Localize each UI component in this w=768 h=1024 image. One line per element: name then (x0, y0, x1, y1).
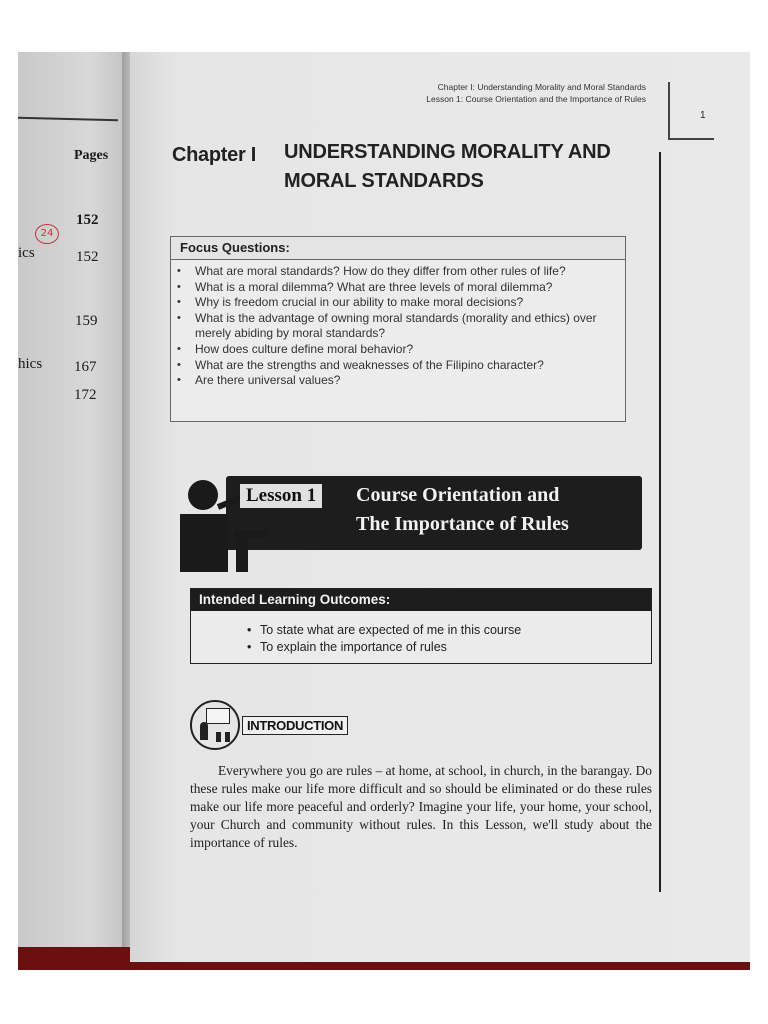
lesson-title-line: Course Orientation and (356, 484, 560, 506)
toc-page-number: 172 (74, 387, 97, 403)
chapter-title-line: UNDERSTANDING MORALITY AND (284, 141, 611, 163)
introduction-label: INTRODUCTION (242, 716, 348, 735)
learning-outcomes-box (190, 588, 652, 664)
blackboard-icon (206, 708, 230, 724)
book-photo (18, 52, 750, 970)
student-figure-icon (216, 732, 221, 742)
right-page (130, 52, 750, 962)
chapter-title-line: MORAL STANDARDS (284, 170, 484, 192)
introduction-paragraph: Everywhere you go are rules – at home, at school, in church, in the barangay. Do these rules make our life more difficult and so should be eliminated or do these rules make our life more peaceful and orderly? Imagine your life, your home, your school, your Church and community without rules. In this Lesson, we'll study about the importance of rules. (190, 763, 652, 850)
teacher-figure-icon (200, 722, 208, 740)
toc-page-number: 152 (76, 249, 99, 265)
teacher-icon-body (180, 514, 228, 572)
margin-rule (659, 152, 661, 892)
learning-outcome: • To state what are expected of me in this course (247, 622, 521, 639)
running-header-lesson: Lesson 1: Course Orientation and the Importance of Rules (426, 94, 646, 104)
focus-question: • Why is freedom crucial in our ability to make moral decisions? (177, 295, 615, 311)
student-figure-icon (225, 732, 230, 742)
corner-rule (668, 138, 714, 140)
left-page (18, 52, 138, 947)
focus-question: • Are there universal values? (177, 373, 615, 389)
focus-question: • What are the strengths and weaknesses of the Filipino character? (177, 358, 615, 374)
focus-questions-list (177, 264, 615, 389)
toc-page-number: 167 (74, 359, 97, 375)
lesson-badge: Lesson 1 (240, 484, 322, 508)
learning-outcomes-title: Intended Learning Outcomes: (191, 589, 651, 611)
chapter-title (284, 138, 611, 196)
toc-fragment: hics (18, 356, 43, 372)
focus-question: • What is a moral dilemma? What are three levels of moral dilemma? (177, 280, 615, 296)
toc-fragment: ics (18, 245, 35, 261)
learning-outcomes-list (247, 622, 521, 656)
learning-outcome: • To explain the importance of rules (247, 639, 521, 656)
desk-icon (234, 530, 268, 538)
running-header-chapter: Chapter I: Understanding Morality and Moral Standards (437, 82, 646, 92)
lesson-title (356, 481, 569, 539)
page-number: 1 (700, 110, 706, 121)
divider (18, 117, 118, 122)
teacher-icon (188, 480, 218, 510)
focus-question: • How does culture define moral behavior? (177, 342, 615, 358)
focus-question: • What is the advantage of owning moral standards (morality and ethics) over merely abiding by moral standards? (177, 311, 615, 342)
chapter-label: Chapter I (172, 144, 256, 166)
toc-page-number: 152 (76, 212, 99, 228)
toc-pages-label: Pages (74, 148, 109, 163)
desk-leg-icon (236, 538, 248, 572)
toc-page-number: 159 (75, 313, 98, 329)
focus-questions-title: Focus Questions: (171, 237, 625, 260)
lesson-title-line: The Importance of Rules (356, 513, 569, 535)
corner-rule (668, 82, 670, 138)
handwritten-annotation: 24 (35, 224, 59, 244)
focus-question: • What are moral standards? How do they differ from other rules of life? (177, 264, 615, 280)
focus-questions-box (170, 236, 626, 422)
